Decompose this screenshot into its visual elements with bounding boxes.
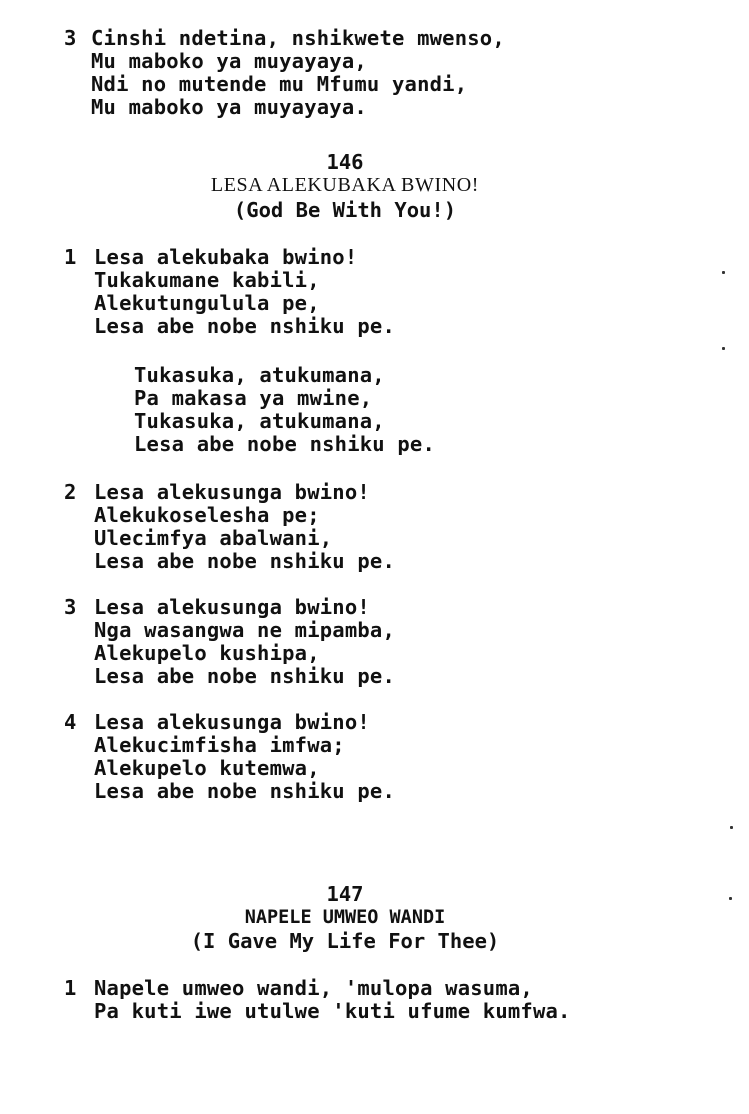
verse-line: Alekupelo kutemwa,: [94, 756, 320, 780]
verse-line: Lesa abe nobe nshiku pe.: [94, 549, 396, 573]
chorus-line: Tukasuka, atukumana,: [134, 363, 385, 387]
verse-line: Mu maboko ya muyayaya,: [91, 49, 367, 73]
verse-number: 3: [64, 595, 77, 619]
hymn-title: NAPELE UMWEO WANDI: [244, 907, 446, 928]
verse-number: 3: [64, 26, 77, 50]
verse-number: 2: [64, 480, 77, 504]
verse-line: Alekukoselesha pe;: [94, 503, 320, 527]
verse-line: Mu maboko ya muyayaya.: [91, 95, 367, 119]
verse-number: 4: [64, 710, 77, 734]
hymn-number: 147: [326, 882, 364, 906]
chorus-line: Pa makasa ya mwine,: [134, 386, 373, 410]
verse-line: Ndi no mutende mu Mfumu yandi,: [91, 72, 468, 96]
verse-number: 1: [64, 976, 77, 1000]
verse-line: Nga wasangwa ne mipamba,: [94, 618, 396, 642]
verse-line: Lesa abe nobe nshiku pe.: [94, 314, 396, 338]
verse-line: Tukakumane kabili,: [94, 268, 320, 292]
verse-line: Alekucimfisha imfwa;: [94, 733, 345, 757]
hymn-title: LESA ALEKUBAKA BWINO!: [210, 174, 480, 196]
scan-speck: [729, 897, 732, 900]
verse-line: Napele umweo wandi, 'mulopa wasuma,: [94, 976, 533, 1000]
hymn-subtitle: (I Gave My Life For Thee): [190, 929, 500, 953]
chorus-line: Lesa abe nobe nshiku pe.: [134, 432, 436, 456]
verse-line: Lesa abe nobe nshiku pe.: [94, 779, 396, 803]
verse-line: Ulecimfya abalwani,: [94, 526, 333, 550]
verse-line: Alekutungulula pe,: [94, 291, 320, 315]
verse-line: Cinshi ndetina, nshikwete mwenso,: [91, 26, 505, 50]
verse-line: Lesa alekusunga bwino!: [94, 710, 370, 734]
hymn-subtitle: (God Be With You!): [233, 198, 457, 222]
verse-line: Alekupelo kushipa,: [94, 641, 320, 665]
scan-speck: [730, 826, 733, 829]
verse-line: Pa kuti iwe utulwe 'kuti ufume kumfwa.: [94, 999, 571, 1023]
verse-line: Lesa alekubaka bwino!: [94, 245, 358, 269]
verse-number: 1: [64, 245, 77, 269]
verse-line: Lesa abe nobe nshiku pe.: [94, 664, 396, 688]
chorus-line: Tukasuka, atukumana,: [134, 409, 385, 433]
scan-speck: [722, 271, 725, 274]
scan-speck: [722, 347, 725, 350]
verse-line: Lesa alekusunga bwino!: [94, 595, 370, 619]
hymn-number: 146: [326, 150, 364, 174]
verse-line: Lesa alekusunga bwino!: [94, 480, 370, 504]
